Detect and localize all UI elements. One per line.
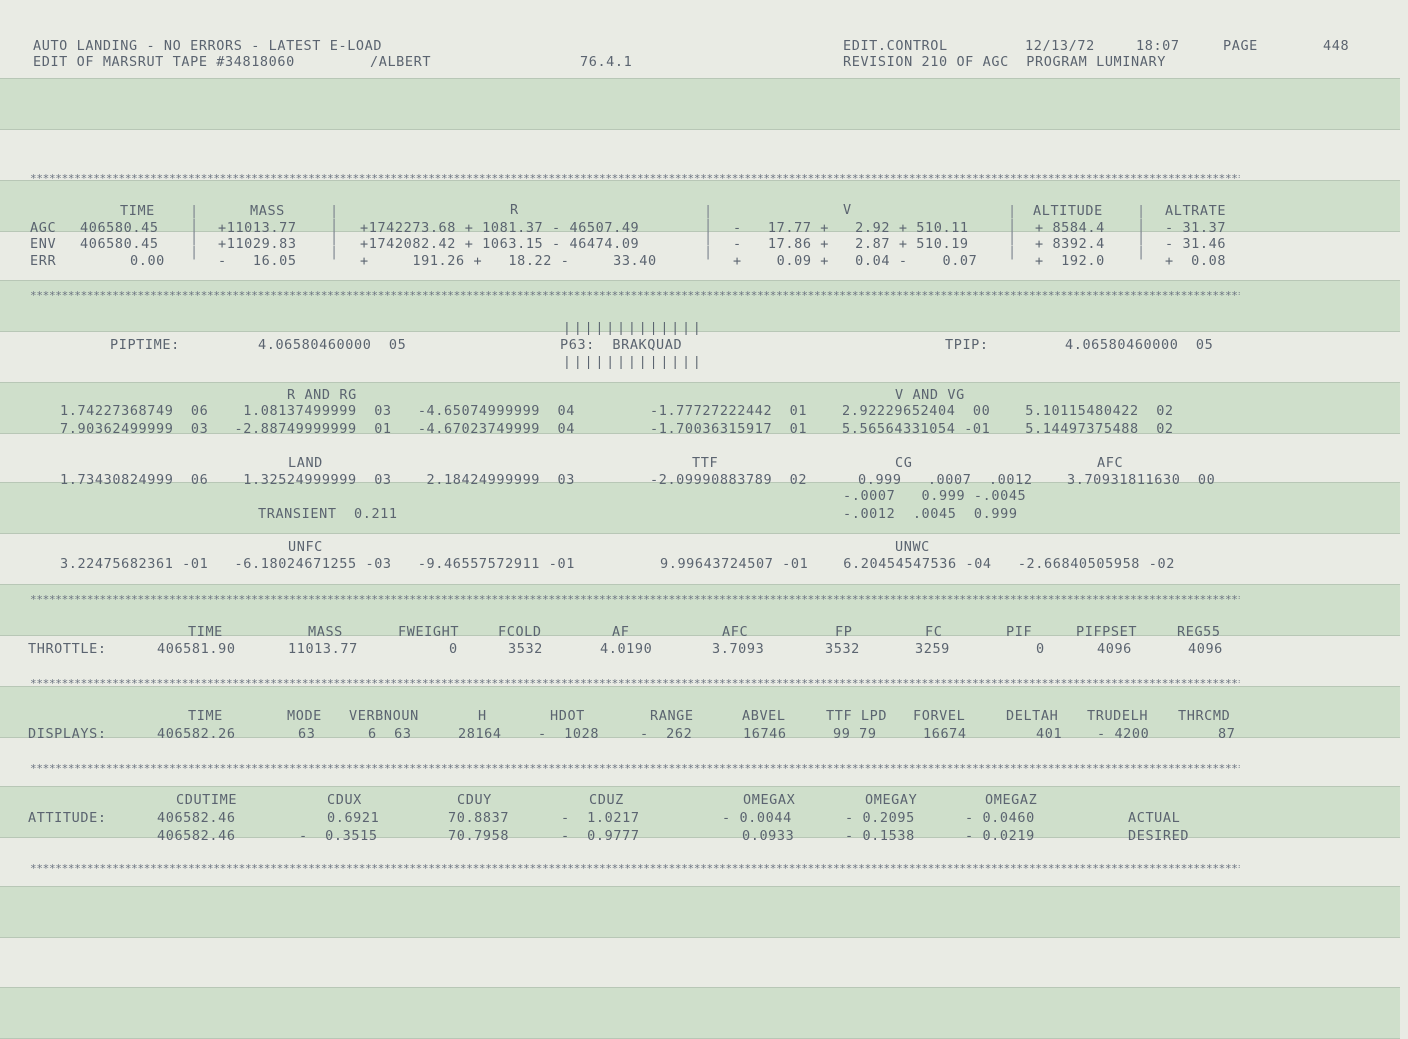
tpip-value: 4.06580460000 05 bbox=[1065, 337, 1214, 353]
attitude-header: CDUTIME bbox=[176, 792, 238, 808]
throttle-header: PIFPSET bbox=[1076, 624, 1138, 640]
paper-band bbox=[0, 482, 1400, 534]
throttle-value: 3532 bbox=[508, 641, 543, 657]
print-time: 18:07 bbox=[1136, 38, 1180, 54]
throttle-header: FP bbox=[835, 624, 853, 640]
env-altrate: - 31.46 bbox=[1165, 236, 1227, 252]
throttle-value: 0 bbox=[449, 641, 458, 657]
column-divider: | | | | bbox=[1008, 203, 1017, 260]
cg-row-2: -.0007 0.999 -.0045 bbox=[843, 488, 1027, 504]
displays-header: ABVEL bbox=[742, 708, 786, 724]
attitude-actual: 70.8837 bbox=[448, 810, 510, 826]
v-and-vg-label: V AND VG bbox=[895, 387, 965, 403]
row-label-err: ERR bbox=[30, 253, 57, 269]
throttle-value: 4096 bbox=[1188, 641, 1223, 657]
throttle-value: 0 bbox=[1036, 641, 1045, 657]
column-divider: | | | | bbox=[1137, 203, 1146, 260]
attitude-header: CDUZ bbox=[589, 792, 624, 808]
row-label-env: ENV bbox=[30, 236, 57, 252]
env-r: +1742082.42 + 1063.15 - 46474.09 bbox=[360, 236, 640, 252]
throttle-header: TIME bbox=[188, 624, 223, 640]
attitude-desired: - 0.1538 bbox=[845, 828, 915, 844]
column-divider: | | | | bbox=[330, 203, 339, 260]
unfc-value: 3.22475682361 -01 -6.18024671255 -03 -9.46557572911 -01 bbox=[60, 556, 575, 572]
env-mass: +11029.83 bbox=[218, 236, 297, 252]
col-header-altrate: ALTRATE bbox=[1165, 203, 1227, 219]
paper-band bbox=[0, 78, 1400, 130]
displays-label: DISPLAYS: bbox=[28, 726, 107, 742]
unfc-label: UNFC bbox=[288, 539, 323, 555]
col-header-r: R bbox=[510, 202, 519, 218]
land-value: 1.73430824999 06 1.32524999999 03 2.18424999999 03 bbox=[60, 472, 575, 488]
displays-header: HDOT bbox=[550, 708, 585, 724]
attitude-label: ATTITUDE: bbox=[28, 810, 107, 826]
displays-header: RANGE bbox=[650, 708, 694, 724]
print-date: 12/13/72 bbox=[1025, 38, 1095, 54]
displays-value: 6 63 bbox=[368, 726, 412, 742]
displays-value: - 1028 bbox=[538, 726, 600, 742]
displays-header: TIME bbox=[188, 708, 223, 724]
throttle-value: 11013.77 bbox=[288, 641, 358, 657]
agc-v: - 17.77 + 2.92 + 510.11 bbox=[733, 220, 969, 236]
displays-header: DELTAH bbox=[1006, 708, 1059, 724]
displays-value: 87 bbox=[1218, 726, 1236, 742]
afc-value: 3.70931811630 00 bbox=[1067, 472, 1216, 488]
throttle-header: MASS bbox=[308, 624, 343, 640]
piptime-value: 4.06580460000 05 bbox=[258, 337, 407, 353]
err-altrate: + 0.08 bbox=[1165, 253, 1227, 269]
v-row-2: -1.70036315917 01 5.56564331054 -01 5.14497375488 02 bbox=[650, 421, 1174, 437]
agc-mass: +11013.77 bbox=[218, 220, 297, 236]
displays-header: TRUDELH bbox=[1087, 708, 1149, 724]
cg-row-1: 0.999 .0007 .0012 bbox=[858, 472, 1033, 488]
row-label-agc: AGC bbox=[30, 220, 57, 236]
edit-control: EDIT.CONTROL bbox=[843, 38, 948, 54]
transient: TRANSIENT 0.211 bbox=[258, 506, 398, 522]
attitude-desired: - 0.9777 bbox=[561, 828, 640, 844]
attitude-header: OMEGAZ bbox=[985, 792, 1038, 808]
throttle-header: PIF bbox=[1006, 624, 1033, 640]
err-time: 0.00 bbox=[130, 253, 165, 269]
displays-header: THRCMD bbox=[1178, 708, 1231, 724]
throttle-value: 3532 bbox=[825, 641, 860, 657]
displays-value: 16674 bbox=[923, 726, 967, 742]
throttle-value: 3259 bbox=[915, 641, 950, 657]
column-divider: | | | | bbox=[704, 203, 713, 260]
displays-value: 63 bbox=[298, 726, 316, 742]
throttle-header: FCOLD bbox=[498, 624, 542, 640]
land-label: LAND bbox=[288, 455, 323, 471]
displays-header: H bbox=[478, 708, 487, 724]
unwc-label: UNWC bbox=[895, 539, 930, 555]
displays-value: 406582.26 bbox=[157, 726, 236, 742]
env-v: - 17.86 + 2.87 + 510.19 bbox=[733, 236, 969, 252]
cg-row-3: -.0012 .0045 0.999 bbox=[843, 506, 1018, 522]
throttle-header: REG55 bbox=[1177, 624, 1221, 640]
attitude-desired: - 0.0219 bbox=[965, 828, 1035, 844]
attitude-header: CDUX bbox=[327, 792, 362, 808]
throttle-header: AF bbox=[612, 624, 630, 640]
paper-band bbox=[0, 987, 1400, 1039]
displays-value: 16746 bbox=[743, 726, 787, 742]
r-and-rg-label: R AND RG bbox=[287, 387, 357, 403]
revision: REVISION 210 OF AGC PROGRAM LUMINARY bbox=[843, 54, 1166, 70]
attitude-actual: 0.6921 bbox=[327, 810, 380, 826]
throttle-value: 3.7093 bbox=[712, 641, 765, 657]
attitude-desired: 70.7958 bbox=[448, 828, 510, 844]
throttle-value: 4096 bbox=[1097, 641, 1132, 657]
version: 76.4.1 bbox=[580, 54, 633, 70]
program-mode: P63: BRAKQUAD bbox=[560, 337, 683, 353]
desired-label: DESIRED bbox=[1128, 828, 1190, 844]
attitude-desired: 406582.46 bbox=[157, 828, 236, 844]
col-header-mass: MASS bbox=[250, 203, 285, 219]
asterisk-separator bbox=[30, 594, 1240, 606]
throttle-header: AFC bbox=[722, 624, 749, 640]
r-row-1: 1.74227368749 06 1.08137499999 03 -4.65074999999 04 bbox=[60, 403, 575, 419]
cg-label: CG bbox=[895, 455, 913, 471]
throttle-header: FC bbox=[925, 624, 943, 640]
col-header-time: TIME bbox=[120, 203, 155, 219]
asterisk-separator bbox=[30, 763, 1240, 775]
unwc-value: 9.99643724507 -01 6.20454547536 -04 -2.66840505958 -02 bbox=[660, 556, 1175, 572]
displays-header: VERBNOUN bbox=[349, 708, 419, 724]
err-altitude: + 192.0 bbox=[1035, 253, 1105, 269]
displays-value: 28164 bbox=[458, 726, 502, 742]
agc-r: +1742273.68 + 1081.37 - 46507.49 bbox=[360, 220, 640, 236]
displays-value: - 4200 bbox=[1097, 726, 1150, 742]
agc-altrate: - 31.37 bbox=[1165, 220, 1227, 236]
err-mass: - 16.05 bbox=[218, 253, 297, 269]
paper-band bbox=[0, 886, 1400, 938]
attitude-desired: 0.0933 bbox=[742, 828, 795, 844]
displays-value: - 262 bbox=[640, 726, 693, 742]
column-divider: | | | | bbox=[190, 203, 199, 260]
piptime-label: PIPTIME: bbox=[110, 337, 180, 353]
asterisk-separator bbox=[30, 863, 1240, 875]
author: /ALBERT bbox=[370, 54, 432, 70]
attitude-header: OMEGAX bbox=[743, 792, 796, 808]
env-altitude: + 8392.4 bbox=[1035, 236, 1105, 252]
throttle-value: 4.0190 bbox=[600, 641, 653, 657]
attitude-actual: - 0.0044 bbox=[722, 810, 792, 826]
page-number: 448 bbox=[1323, 38, 1350, 54]
throttle-value: 406581.90 bbox=[157, 641, 236, 657]
attitude-actual: - 1.0217 bbox=[561, 810, 640, 826]
attitude-header: OMEGAY bbox=[865, 792, 918, 808]
agc-time: 406580.45 bbox=[80, 220, 159, 236]
v-row-1: -1.77727222442 01 2.92229652404 00 5.10115480422 02 bbox=[650, 403, 1174, 419]
col-header-v: V bbox=[843, 202, 852, 218]
displays-value: 401 bbox=[1036, 726, 1063, 742]
env-time: 406580.45 bbox=[80, 236, 159, 252]
err-v: + 0.09 + 0.04 - 0.07 bbox=[733, 253, 978, 269]
ttf-label: TTF bbox=[692, 455, 719, 471]
throttle-label: THROTTLE: bbox=[28, 641, 107, 657]
throttle-header: FWEIGHT bbox=[398, 624, 460, 640]
attitude-header: CDUY bbox=[457, 792, 492, 808]
agc-altitude: + 8584.4 bbox=[1035, 220, 1105, 236]
attitude-actual: - 0.2095 bbox=[845, 810, 915, 826]
displays-header: FORVEL bbox=[913, 708, 966, 724]
attitude-desired: - 0.3515 bbox=[299, 828, 378, 844]
asterisk-separator bbox=[30, 290, 1240, 302]
tape-id: EDIT OF MARSRUT TAPE #34818060 bbox=[33, 54, 295, 70]
asterisk-separator bbox=[30, 173, 1240, 185]
actual-label: ACTUAL bbox=[1128, 810, 1181, 826]
displays-value: 99 79 bbox=[833, 726, 877, 742]
err-r: + 191.26 + 18.22 - 33.40 bbox=[360, 253, 657, 269]
displays-header: TTF LPD bbox=[826, 708, 888, 724]
attitude-actual: - 0.0460 bbox=[965, 810, 1035, 826]
col-header-altitude: ALTITUDE bbox=[1033, 203, 1103, 219]
ttf-value: -2.09990883789 02 bbox=[650, 472, 808, 488]
tpip-label: TPIP: bbox=[945, 337, 989, 353]
report-title: AUTO LANDING - NO ERRORS - LATEST E-LOAD bbox=[33, 38, 383, 54]
mode-bar-top bbox=[563, 322, 698, 335]
displays-header: MODE bbox=[287, 708, 322, 724]
afc-label: AFC bbox=[1097, 455, 1124, 471]
attitude-actual: 406582.46 bbox=[157, 810, 236, 826]
paper-band bbox=[0, 280, 1400, 332]
mode-bar-bottom bbox=[563, 356, 698, 369]
page-label: PAGE bbox=[1223, 38, 1258, 54]
r-row-2: 7.90362499999 03 -2.88749999999 01 -4.67023749999 04 bbox=[60, 421, 575, 437]
asterisk-separator bbox=[30, 678, 1240, 690]
